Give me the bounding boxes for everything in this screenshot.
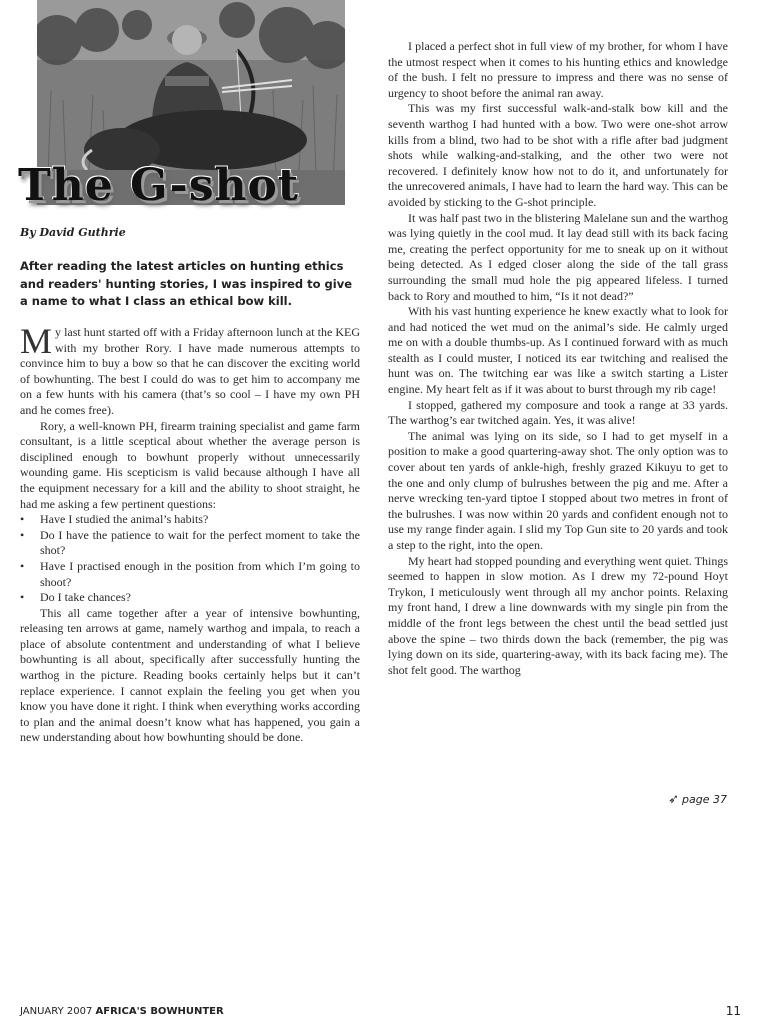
page-number: 11 [725, 1004, 741, 1018]
body-paragraph [20, 321, 360, 419]
bullet-icon: • [20, 590, 25, 605]
body-paragraph: I placed a perfect shot in full view of my brother, for whom I have the utmost respect when it comes to his hunting ethics and knowledge of the bush. I felt no pressure to impress and there was no sense of urgency to shoot before the animal ran away. [388, 39, 728, 100]
bullet-icon: • [20, 512, 25, 527]
list-item [20, 590, 360, 606]
body-paragraph: It was half past two in the blistering Malelane sun and the warthog was lying quietly in the cool mud. It lay dead still with its back facing me, creating the perfect opportunity for me to sneak up on it without being detected. As I edged closer along the side of the tall grass surrounding the small mud hole the pig appeared lifeless. I turned back to Rory and mouthed to him, “Is it not dead?” [388, 210, 728, 303]
continued-link[interactable] [668, 792, 727, 807]
article-title: The G-shot [18, 160, 300, 211]
arrow-icon: ➶ [668, 792, 680, 807]
body-paragraph: My heart had stopped pounding and everything went quiet. Things seemed to happen in slow motion. As I drew my 72-pound Hoyt Trykon, I meticulously went through all my anchor points. Relaxing my front hand, I drew a line downwards with my single pin from the middle of the front legs between the chest until the bead settled just above the spine – two thirds down the back (remember, the pig was lying down on its side, quartering-away, with its back facing me). The shot felt good. The warthog [388, 553, 728, 677]
question-list [20, 512, 360, 606]
body-paragraph: The animal was lying on its side, so I had to get myself in a position to make a good quartering-away shot. The only option was to cover about ten yards of ankle-high, freshly grazed Kikuyu to get to the one and only clump of bulrushes between the pig and me. After a nerve wrecking ten-yard tiptoe I stopped about two metres in front of the bulrushes. I was now within 20 yards and confident enough not to use my range finder again. I slid my Top Gun site to 20 yards and took a step to the right, into the open. [388, 428, 728, 552]
footer-issue [20, 1006, 224, 1017]
bullet-icon: • [20, 558, 25, 573]
left-column [20, 321, 360, 746]
body-paragraph: This all came together after a year of intensive bowhunting, releasing ten arrows at game, namely warthog and impala, to reach a place of absolute contentment and understanding of what I believe bowhunting is all about, specifically after successfully hunting the warthog in the picture. Reading books certainly helps but it can’t replace experience. I cannot explain the feeling you get when you know you have done it right. I think when everything works according to plan and the animal doesn’t know what has happened, you gain a new understanding about how bowhunting should be done. [20, 605, 360, 745]
list-item [20, 559, 360, 590]
drop-cap: M [20, 321, 53, 361]
bullet-icon: • [20, 527, 25, 542]
footer-magazine: AFRICA'S BOWHUNTER [95, 1006, 224, 1017]
body-paragraph: This was my first successful walk-and-stalk bow kill and the seventh warthog I had hunted with a bow. Two were one-shot arrow kills from a blind, two had to be shot with a rifle after bad judgment shots while walking-and-stalking, and the other two were not recovered. I definitely know how not to do it, and unfortunately for the unrecovered animals, I have had to learn the hard way. This can be avoided by sticking to the G-shot principle. [388, 101, 728, 209]
list-item-text: Do I have the patience to wait for the perfect moment to take the shot? [40, 527, 360, 558]
list-item [20, 512, 360, 528]
byline: By David Guthrie [20, 226, 126, 239]
list-item-text: Have I studied the animal’s habits? [40, 512, 209, 527]
list-item [20, 528, 360, 559]
body-paragraph: With his vast hunting experience he knew exactly what to look for and had noticed the wet mud on the animal’s side. He calmly urged me on with a double thumbs-up. As I continued forward with as much stealth as I could muster, I noticed its ear twitching and realised the hunt was on. The twitching ear was like a switch starting a Lister engine. My heart felt as if it was about to burst through my rib cage! [388, 304, 728, 397]
right-column [388, 39, 728, 678]
footer-date: JANUARY 2007 [20, 1006, 93, 1017]
continued-text: page 37 [682, 793, 727, 806]
body-paragraph: Rory, a well-known PH, firearm training specialist and game farm consultant, is a little sceptical about whether the average person is disciplined enough to bowhunt properly without unnecessarily wounding game. His scepticism is valid because although I have all the equipment necessary for a kill and the ability to shoot straight, he had me asking a few pertinent questions: [20, 418, 360, 511]
article-intro: After reading the latest articles on hunting ethics and readers' hunting stories, I was inspired to give a name to what I class an ethical bow kill. [20, 259, 353, 308]
list-item-text: Do I take chances? [40, 590, 131, 605]
body-paragraph: I stopped, gathered my composure and took a range at 33 yards. The warthog’s ear twitched again. Yes, it was alive! [388, 397, 728, 428]
paragraph-text: y last hunt started off with a Friday afternoon lunch at the KEG with my brother Rory. I have made numerous attempts to convince him to buy a bow so that he can discover the exciting world of bowhunting. The best I could do was to get him to accompany me on a few hunts with his camera (that’s so cool – I have my own PH and he comes free). [20, 325, 360, 417]
list-item-text: Have I practised enough in the position from which I’m going to shoot? [40, 558, 360, 589]
